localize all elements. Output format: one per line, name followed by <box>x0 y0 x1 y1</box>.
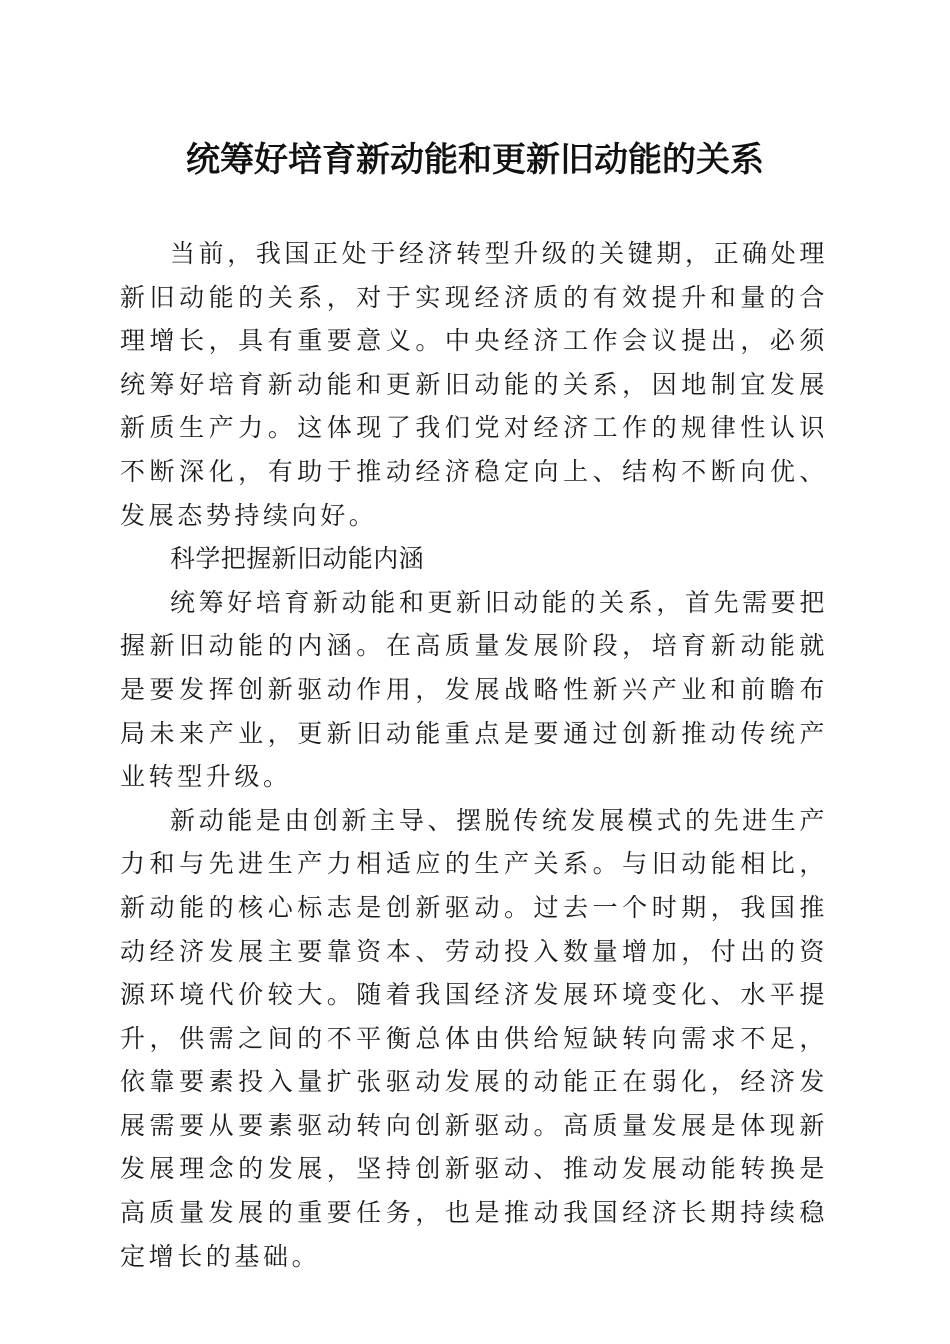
document-title: 统筹好培育新动能和更新旧动能的关系 <box>186 140 764 180</box>
paragraph-connotation: 统筹好培育新动能和更新旧动能的关系，首先需要把握新旧动能的内涵。在高质量发展阶段，培育新动能就是要发挥创新驱动作用，发展战略性新兴产业和前瞻布局未来产业，更新旧动能重点是要通过创新推动传统产业转型升级。 <box>120 587 828 792</box>
document-body <box>120 232 828 1278</box>
paragraph-new-momentum: 新动能是由创新主导、摆脱传统发展模式的先进生产力和与先进生产力相适应的生产关系。与旧动能相比，新动能的核心标志是创新驱动。过去一个时期，我国推动经济发展主要靠资本、劳动投入数量增加，付出的资源环境代价较大。随着我国经济发展环境变化、水平提升，供需之间的不平衡总体由供给短缺转向需求不足，依靠要素投入量扩张驱动发展的动能正在弱化，经济发展需要从要素驱动转向创新驱动。高质量发展是体现新发展理念的发展，坚持创新驱动、推动发展动能转换是高质量发展的重要任务，也是推动我国经济长期持续稳定增长的基础。 <box>120 805 828 1271</box>
paragraph-intro: 当前，我国正处于经济转型升级的关键期，正确处理新旧动能的关系，对于实现经济质的有效提升和量的合理增长，具有重要意义。中央经济工作会议提出，必须统筹好培育新动能和更新旧动能的关系，因地制宜发展新质生产力。这体现了我们党对经济工作的规律性认识不断深化，有助于推动经济稳定向上、结构不断向优、发展态势持续向好。 <box>120 239 828 530</box>
section-heading: 科学把握新旧动能内涵 <box>170 544 425 574</box>
